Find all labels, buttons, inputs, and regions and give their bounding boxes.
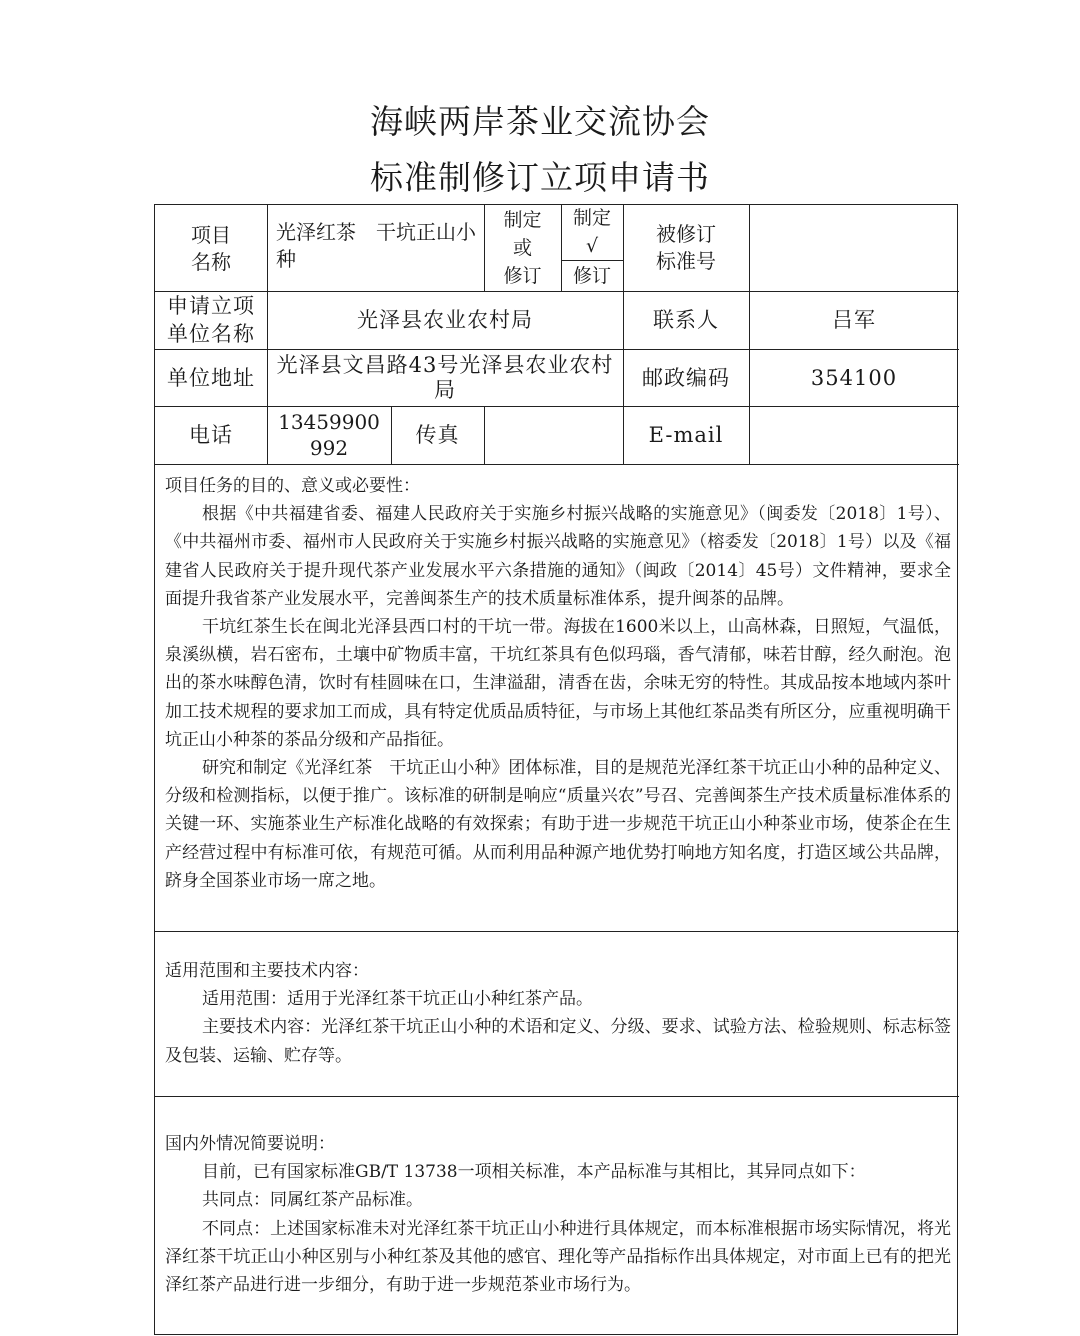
- postcode-label: 邮政编码: [642, 365, 730, 390]
- applicant-unit-label: 申请立项 单位名称: [167, 294, 255, 346]
- project-name-label: 项目 名称: [191, 223, 231, 274]
- revised-standard-no-label: 被修订 标准号: [656, 222, 716, 273]
- postcode-value: 354100: [810, 365, 898, 390]
- scope-paragraph: 适用范围：适用于光泽红茶干坑正山小种红茶产品。: [202, 989, 593, 1010]
- scope-heading: 适用范围和主要技术内容：: [165, 961, 369, 981]
- domestic-foreign-paragraph: 不同点：上述国家标准未对光泽红茶干坑正山小种进行具体规定，而本标准根据市场实际情况，将光泽红茶干坑正山小种区别与小种红茶及其他的感官、理化等产品指标作出具体规定，对市面上已有的把光泽红茶产品进行进一步细分，有助于进一步规范茶业市场行为。: [165, 1218, 951, 1296]
- scope-section: [165, 957, 951, 1070]
- phone-value: 13459900992: [278, 410, 380, 460]
- document-title-org: 海峡两岸茶业交流协会: [370, 102, 710, 141]
- zhiding-or-xiuding-label: 制定 或 修订: [503, 209, 542, 287]
- fax-label: 传真: [415, 423, 460, 447]
- address-label: 单位地址: [167, 365, 255, 390]
- domestic-foreign-heading: 国内外情况简要说明：: [165, 1134, 335, 1154]
- domestic-foreign-paragraph: 共同点：同属红茶产品标准。: [202, 1190, 423, 1211]
- purpose-section: [165, 472, 951, 895]
- address-value: 光泽县文昌路43号光泽县农业农村局: [276, 352, 614, 402]
- scope-paragraph: 主要技术内容：光泽红茶干坑正山小种的术语和定义、分级、要求、试验方法、检验规则、标志标签及包装、运输、贮存等。: [165, 1017, 951, 1066]
- purpose-paragraph: 干坑红茶生长在闽北光泽县西口村的干坑一带。海拔在1600米以上，山高林森，日照短，气温低，泉溪纵横，岩石密布，土壤中矿物质丰富，干坑红茶具有色似玛瑙，香气清郁，味若甘醇，经久耐泡。泡出的茶水味醇色清，饮时有桂圆味在口，生津溢甜，清香在齿，余味无穷的特性。其成品按本地域内茶叶加工技术规程的要求加工而成，具有特定优质品质特征，与市场上其他红茶品类有所区分，应重视明确干坑正山小种茶的茶品分级和产品指征。: [165, 617, 951, 750]
- purpose-paragraph: 根据《中共福建省委、福建人民政府关于实施乡村振兴战略的实施意见》（闽委发〔2018〕1号）、《中共福州市委、福州市人民政府关于实施乡村振兴战略的实施意见》（榕委发〔2018〕1号）以及《福建省人民政府关于提升现代茶产业发展水平六条措施的通知》（闽政〔2014〕45号）文件精神，要求全面提升我省茶产业发展水平，完善闽茶生产的技术质量标准体系，提升闽茶的品牌。: [165, 504, 951, 609]
- project-name-value: 光泽红茶 干坑正山小种: [276, 220, 476, 271]
- document-title-form: 标准制修订立项申请书: [370, 158, 710, 197]
- contact-label: 联系人: [653, 308, 719, 332]
- application-form-table: [154, 204, 958, 1335]
- applicant-unit-value: 光泽县农业农村局: [357, 308, 533, 332]
- purpose-heading: 项目任务的目的、意义或必要性：: [165, 476, 420, 496]
- zhiding-option-label: 制定: [572, 207, 611, 229]
- contact-value: 吕军: [832, 308, 876, 332]
- phone-label: 电话: [189, 423, 233, 447]
- xiuding-option-label: 修订: [572, 264, 611, 287]
- purpose-paragraph: 研究和制定《光泽红茶 干坑正山小种》团体标准，目的是规范光泽红茶干坑正山小种的品种定义、分级和检测指标，以便于推广。该标准的研制是响应“质量兴农”号召、完善闽茶生产技术质量标准体系的关键一环、实施茶业生产标准化战略的有效探索；有助于进一步规范干坑正山小种茶业市场，使茶企在生产经营过程中有标准可依，有规范可循。从而利用品种源产地优势打响地方知名度，打造区域公共品牌，跻身全国茶业市场一席之地。: [165, 758, 951, 891]
- domestic-foreign-paragraph: 目前，已有国家标准GB/T 13738一项相关标准，本产品标准与其相比，其异同点如下：: [202, 1162, 866, 1183]
- domestic-foreign-section: [165, 1130, 951, 1299]
- zhiding-check-mark: √: [585, 234, 599, 257]
- fax-value: [484, 406, 623, 464]
- email-label: E-mail: [648, 423, 724, 447]
- revised-standard-no-value: [749, 205, 959, 291]
- email-value: [749, 406, 959, 464]
